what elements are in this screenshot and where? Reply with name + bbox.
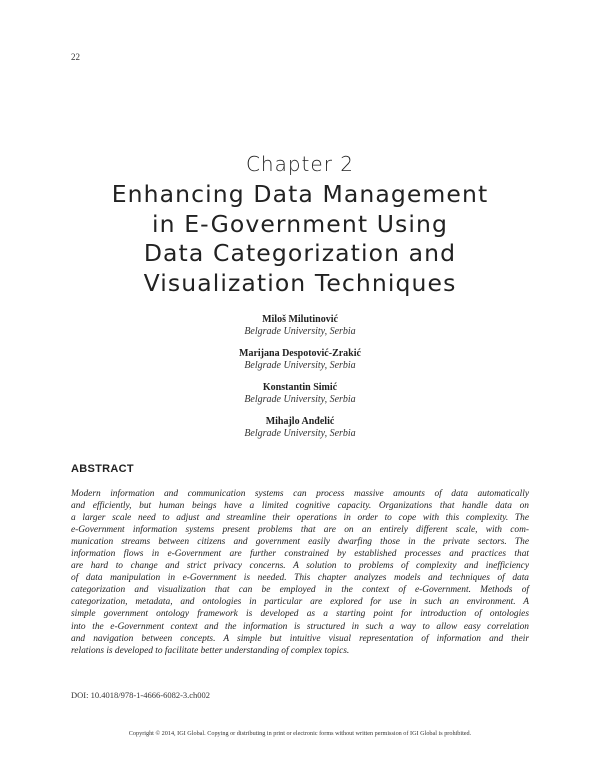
author-name: Miloš Milutinović bbox=[262, 314, 338, 325]
author-list bbox=[0, 314, 600, 450]
chapter-title-line: Data Categorization and bbox=[143, 239, 457, 267]
copyright-notice: Copyright © 2014, IGI Global. Copying or distributing in print or electronic forms without written permission of IGI Global is prohibited. bbox=[128, 730, 472, 737]
abstract-heading: ABSTRACT bbox=[71, 463, 134, 475]
author-affiliation: Belgrade University, Serbia bbox=[244, 360, 356, 371]
chapter-title-line: in E-Government Using bbox=[152, 209, 448, 238]
page-number: 22 bbox=[71, 52, 80, 62]
chapter-label: Chapter 2 bbox=[245, 152, 355, 176]
author-affiliation: Belgrade University, Serbia bbox=[244, 394, 356, 405]
abstract-line: and navigation between concepts. A simple but intuitive visual representation of information and their bbox=[71, 633, 529, 644]
abstract-line: categorization, metadata, and ontologies in particular are explored for use in such an environment. A bbox=[71, 597, 529, 608]
abstract-line: into the e-Government context and the information is structured in such a way to allow easy correlation bbox=[71, 621, 529, 632]
author-name: Mihajlo Anđelić bbox=[265, 416, 335, 427]
author-name: Konstantin Simić bbox=[262, 382, 338, 393]
abstract-line: e-Government information systems present problems that are on an entirely different scale, with com- bbox=[71, 525, 529, 536]
chapter-title-line: Visualization Techniques bbox=[143, 268, 457, 297]
abstract-line: information flows in e-Government are further constrained by established processes and practices that bbox=[71, 549, 529, 560]
abstract-line: categorization and visualization that can be employed in the context of e-Government. Methods of bbox=[71, 585, 529, 596]
abstract-text bbox=[71, 488, 529, 657]
abstract-line: Modern information and communication systems can process massive amounts of data automatically bbox=[71, 489, 529, 499]
abstract-line: simple government ontology framework is developed as a starting point for introduction of ontologies bbox=[71, 609, 529, 620]
doi-text: DOI: 10.4018/978-1-4666-6082-3.ch002 bbox=[71, 690, 211, 700]
abstract-line: munication streams between citizens and government easily dwarfing those in the private sectors. The bbox=[71, 537, 529, 548]
abstract-line: are hard to change and strict privacy concerns. A solution to problems of complexity and inefficiency bbox=[71, 561, 529, 572]
author-affiliation: Belgrade University, Serbia bbox=[244, 326, 356, 337]
author-entry bbox=[0, 382, 600, 406]
chapter-title bbox=[60, 180, 540, 298]
author-entry bbox=[0, 416, 600, 440]
abstract-line: relations is developed to facilitate better understanding of complex topics. bbox=[71, 645, 350, 656]
chapter-title-line: Enhancing Data Management bbox=[111, 180, 489, 208]
abstract-line: of data manipulation in e-Government is needed. This chapter analyzes models and techniques of data bbox=[71, 573, 529, 584]
author-name: Marijana Despotović-Zrakić bbox=[239, 348, 361, 359]
abstract-line: a larger scale need to adjust and streamline their operations in order to cope with this complexity. The bbox=[71, 513, 529, 524]
author-affiliation: Belgrade University, Serbia bbox=[244, 428, 356, 439]
author-entry bbox=[0, 314, 600, 338]
author-entry bbox=[0, 348, 600, 372]
abstract-line: and efficiently, but human beings have a limited cognitive capacity. Organizations that handle data on bbox=[71, 501, 529, 512]
